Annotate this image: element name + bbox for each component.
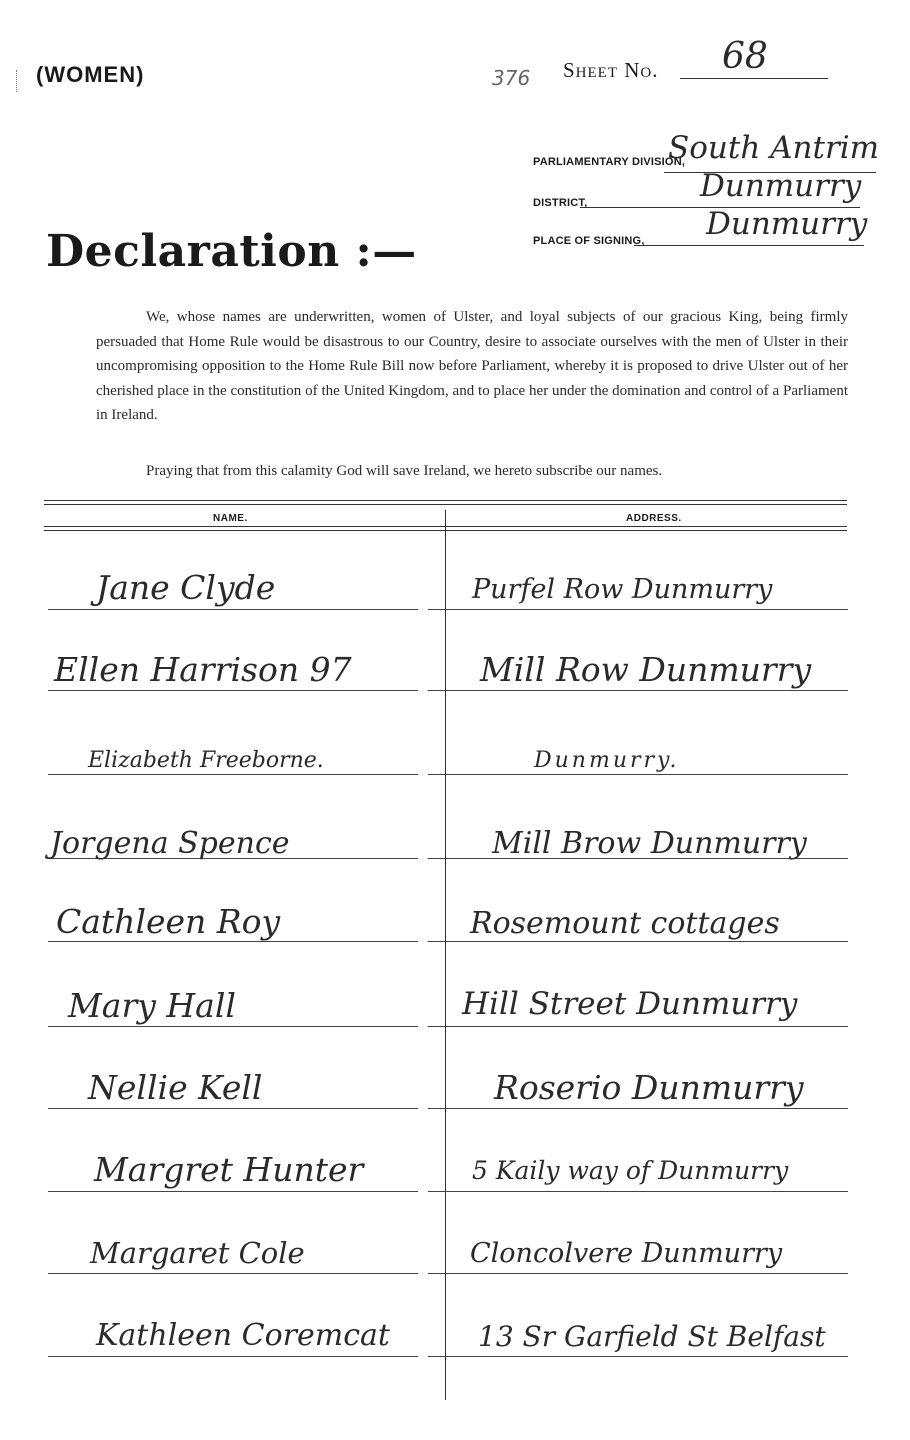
address-line [428,609,848,610]
declaration-title: Declaration :— [46,226,417,277]
signature-name: Margaret Cole [90,1236,305,1270]
signature-name: Cathleen Roy [56,902,281,941]
signature-name: Elizabeth Freeborne. [88,748,324,773]
signature-name: Kathleen Coremcat [96,1318,390,1353]
address-line [428,1356,848,1357]
address-line [428,1108,848,1109]
signature-name: Mary Hall [68,986,236,1025]
signature-address: Purfel Row Dunmurry [472,574,773,605]
signature-address: Hill Street Dunmurry [462,986,798,1022]
address-line [428,774,848,775]
signature-address: Dunmurry. [534,748,680,773]
name-line [48,690,418,691]
signature-name: Jorgena Spence [50,826,290,861]
name-line [48,1273,418,1274]
name-line [48,1108,418,1109]
column-divider [445,510,446,1400]
address-line [428,690,848,691]
address-column-header: ADDRESS. [626,513,682,524]
sheet-label: Sheet No. [563,58,659,82]
parliamentary-division-label: PARLIAMENTARY DIVISION, [533,156,686,168]
signature-name: Margret Hunter [94,1150,364,1189]
signature-name: Jane Clyde [96,568,276,607]
name-line [48,609,418,610]
name-line [48,941,418,942]
table-top-rule [44,500,847,501]
pencil-number: 376 [492,66,531,90]
signature-address: Mill Brow Dunmurry [492,826,807,861]
sheet-number: 68 [722,36,768,77]
place-of-signing-line [634,245,864,246]
table-top-rule-double [44,504,847,505]
name-line [48,1026,418,1027]
parliamentary-division-value: South Antrim [668,130,880,166]
place-of-signing-value: Dunmurry [706,206,868,242]
place-of-signing-label: PLACE OF SIGNING, [533,235,645,247]
signature-address: 5 Kaily way of Dunmurry [472,1156,789,1185]
name-line [48,1356,418,1357]
name-line [48,774,418,775]
signature-address: Mill Row Dunmurry [480,650,812,689]
declaration-body: We, whose names are underwritten, women of Ulster, and loyal subjects of our gracious King, being firmly persuaded that Home Rule would be disastrous to our Country, desire to associate ourselves with the men of Ulster in their uncompromising opposition to the Home Rule Bill now before Parliament, whereby it is proposed to drive Ulster out of her cherished place in the constitution of the United Kingdom, and to place her under the domination and control of a Parliament in Ireland. [96,309,848,423]
address-line [428,1026,848,1027]
district-value: Dunmurry [700,168,862,204]
signature-name: Ellen Harrison 97 [54,650,352,689]
address-line [428,1273,848,1274]
district-label: DISTRICT, [533,197,588,209]
signature-address: Cloncolvere Dunmurry [470,1238,783,1269]
sheet-underline [680,78,828,79]
address-line [428,1191,848,1192]
women-heading: (WOMEN) [36,62,145,87]
signature-address: Rosemount cottages [470,906,780,941]
margin-mark [16,70,20,92]
declaration-prayer: Praying that from this calamity God will save Ireland, we hereto subscribe our names. [146,463,663,479]
signature-address: Roserio Dunmurry [494,1068,804,1107]
name-line [48,1191,418,1192]
signature-address: 13 Sr Garfield St Belfast [478,1320,826,1353]
signature-name: Nellie Kell [88,1068,263,1107]
address-line [428,941,848,942]
name-column-header: NAME. [213,513,248,524]
